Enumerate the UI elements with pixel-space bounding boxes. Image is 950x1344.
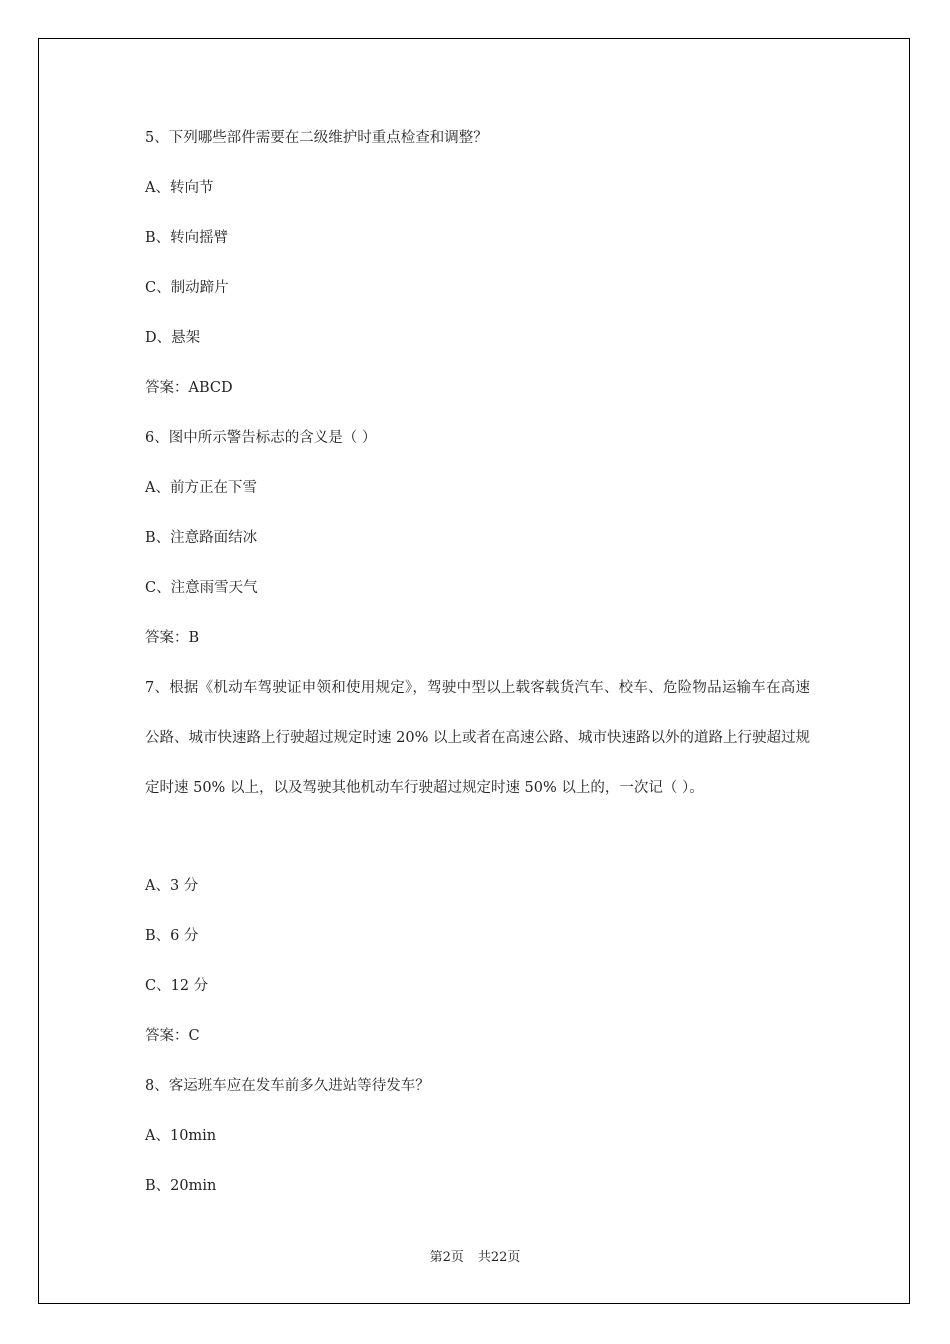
question-5-option-b: B、转向摇臂 — [145, 230, 229, 246]
page-total: 共22页 — [477, 1250, 521, 1265]
question-7-option-c: C、12 分 — [145, 978, 209, 994]
question-6-answer: 答案：B — [145, 630, 200, 646]
question-5-option-a: A、转向节 — [145, 180, 214, 196]
question-7-option-a: A、3 分 — [145, 878, 199, 894]
question-5-text: 5、下列哪些部件需要在二级维护时重点检查和调整？ — [145, 130, 488, 146]
question-8-text: 8、客运班车应在发车前多久进站等待发车？ — [145, 1078, 430, 1094]
question-8-option-a: A、10min — [145, 1128, 217, 1144]
page-footer — [0, 1248, 950, 1268]
question-6-option-c: C、注意雨雪天气 — [145, 580, 258, 596]
question-6-option-b: B、注意路面结冰 — [145, 530, 258, 546]
question-5-option-d: D、悬架 — [145, 330, 201, 346]
question-8-option-b: B、20min — [145, 1178, 217, 1194]
question-7-text: 7、根据《机动车驾驶证申领和使用规定》，驾驶中型以上载客载货汽车、校车、危险物品运输车在高速公路、城市快速路上行驶超过规定时速 20% 以上或者在高速公路、城市快速路以外的道路上行驶超过规定时速 50% 以上，以及驾驶其他机动车行驶超过规定时速 50% 以上的，一次记（ ）。 — [145, 680, 810, 796]
question-6-text: 6、图中所示警告标志的含义是（ ） — [145, 430, 377, 446]
question-5-option-c: C、制动蹄片 — [145, 280, 229, 296]
question-7-answer: 答案：C — [145, 1028, 200, 1044]
question-7-option-b: B、6 分 — [145, 928, 199, 944]
question-6-option-a: A、前方正在下雪 — [145, 480, 257, 496]
page-number: 第2页 — [429, 1250, 464, 1265]
question-5-answer: 答案：ABCD — [145, 380, 233, 396]
